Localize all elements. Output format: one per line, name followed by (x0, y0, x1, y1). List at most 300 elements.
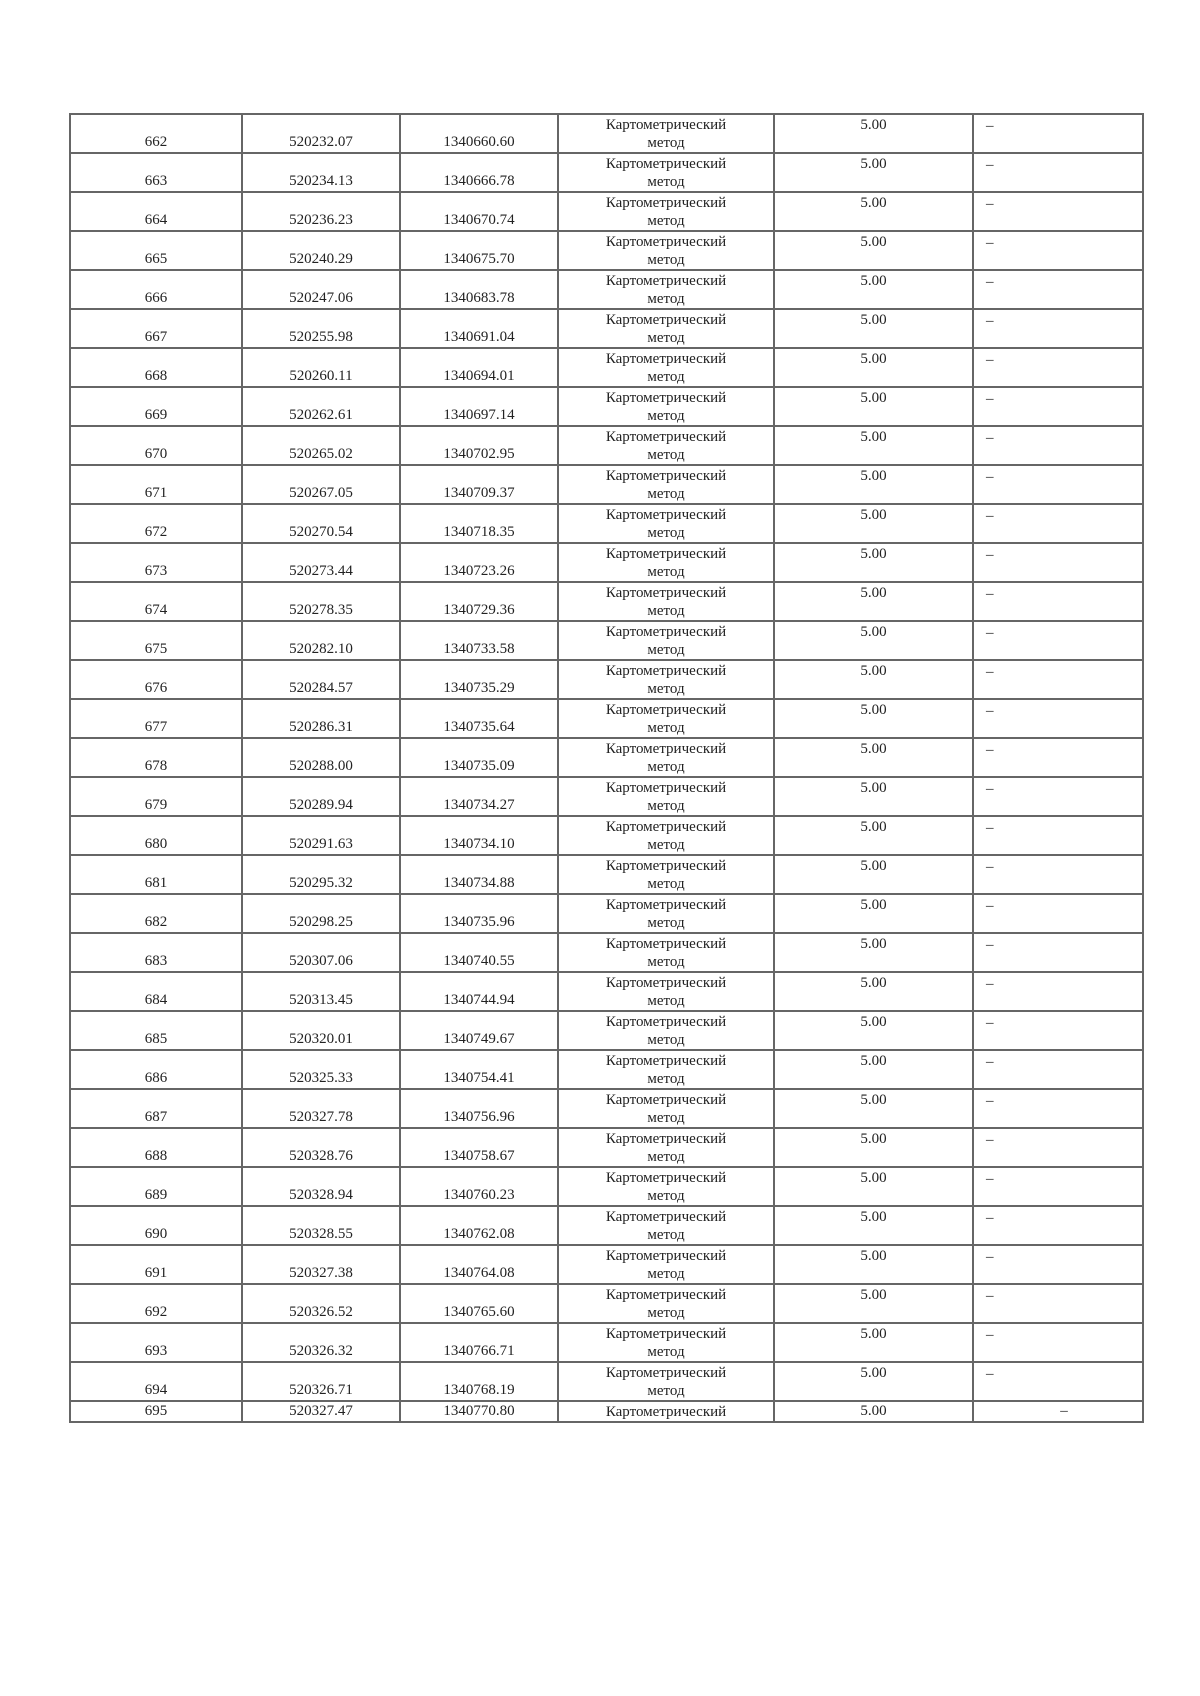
point-number: 693 (70, 1323, 242, 1362)
point-number: 680 (70, 816, 242, 855)
description: – (973, 1323, 1143, 1362)
method (558, 582, 774, 621)
table-row (70, 1050, 1143, 1089)
method (558, 894, 774, 933)
coord-y: 1340766.71 (400, 1323, 558, 1362)
method-line-1: Картометрический (605, 116, 727, 133)
description: – (973, 1167, 1143, 1206)
point-number: 688 (70, 1128, 242, 1167)
method (558, 1128, 774, 1167)
coord-x: 520267.05 (242, 465, 400, 504)
coord-y: 1340735.64 (400, 699, 558, 738)
accuracy: 5.00 (774, 933, 973, 972)
accuracy: 5.00 (774, 660, 973, 699)
point-number: 689 (70, 1167, 242, 1206)
coord-y: 1340749.67 (400, 1011, 558, 1050)
coord-x: 520295.32 (242, 855, 400, 894)
method-line-2: метод (647, 1382, 685, 1399)
accuracy: 5.00 (774, 699, 973, 738)
accuracy: 5.00 (774, 465, 973, 504)
accuracy: 5.00 (774, 426, 973, 465)
method (558, 855, 774, 894)
accuracy: 5.00 (774, 1401, 973, 1422)
description: – (973, 816, 1143, 855)
method-line-2: метод (647, 953, 685, 970)
table-row (70, 309, 1143, 348)
coord-x: 520325.33 (242, 1050, 400, 1089)
method-line-2: метод (647, 485, 685, 502)
method (558, 504, 774, 543)
coord-y: 1340718.35 (400, 504, 558, 543)
method (558, 816, 774, 855)
method-line-1: Картометрический (605, 623, 727, 640)
method-line-2: метод (647, 1148, 685, 1165)
coord-x: 520327.47 (242, 1401, 400, 1422)
method-line-1: Картометрический (605, 1130, 727, 1147)
method-line-1: Картометрический (605, 740, 727, 757)
coord-y: 1340754.41 (400, 1050, 558, 1089)
method-line-1: Картометрический (605, 1013, 727, 1030)
method (558, 777, 774, 816)
accuracy: 5.00 (774, 1011, 973, 1050)
coord-y: 1340660.60 (400, 114, 558, 153)
description: – (973, 582, 1143, 621)
method-line-2: метод (647, 251, 685, 268)
method-line-1: Картометрический (605, 311, 727, 328)
accuracy: 5.00 (774, 270, 973, 309)
method (558, 660, 774, 699)
table-row (70, 231, 1143, 270)
description: – (973, 192, 1143, 231)
table-row (70, 1245, 1143, 1284)
description: – (973, 426, 1143, 465)
method-line-2: метод (647, 1304, 685, 1321)
point-number: 687 (70, 1089, 242, 1128)
coordinates-table-body (70, 114, 1143, 1422)
method-line-1: Картометрический (605, 818, 727, 835)
method (558, 543, 774, 582)
coordinates-table (69, 113, 1144, 1423)
table-row (70, 504, 1143, 543)
table-row (70, 855, 1143, 894)
description: – (973, 1362, 1143, 1401)
method (558, 1362, 774, 1401)
method-line-2: метод (647, 368, 685, 385)
method-line-2: метод (647, 914, 685, 931)
method-line-2: метод (647, 992, 685, 1009)
coord-y: 1340683.78 (400, 270, 558, 309)
point-number: 666 (70, 270, 242, 309)
method-line-2: метод (647, 875, 685, 892)
table-row (70, 153, 1143, 192)
table-row (70, 582, 1143, 621)
point-number: 672 (70, 504, 242, 543)
method-line-2: метод (647, 680, 685, 697)
table-row (70, 738, 1143, 777)
method (558, 621, 774, 660)
method-line-2: метод (647, 1226, 685, 1243)
point-number: 678 (70, 738, 242, 777)
method (558, 465, 774, 504)
table-row (70, 1089, 1143, 1128)
description: – (973, 1401, 1143, 1422)
method (558, 1050, 774, 1089)
method (558, 348, 774, 387)
method-line-1: Картометрический (605, 545, 727, 562)
table-row (70, 1284, 1143, 1323)
table-row (70, 114, 1143, 153)
table-row (70, 465, 1143, 504)
method (558, 309, 774, 348)
method-line-1: Картометрический (605, 389, 727, 406)
method (558, 192, 774, 231)
accuracy: 5.00 (774, 738, 973, 777)
accuracy: 5.00 (774, 777, 973, 816)
description: – (973, 270, 1143, 309)
method-line-1: Картометрический (605, 350, 727, 367)
point-number: 691 (70, 1245, 242, 1284)
table-row (70, 699, 1143, 738)
coord-x: 520327.38 (242, 1245, 400, 1284)
method-line-1: Картометрический (605, 428, 727, 445)
method (558, 387, 774, 426)
method-line-1: Картометрический (605, 1286, 727, 1303)
method-line-1: Картометрический (605, 155, 727, 172)
method-line-1: Картометрический (605, 1325, 727, 1342)
point-number: 670 (70, 426, 242, 465)
method: Картометрический (558, 1401, 774, 1422)
description: – (973, 153, 1143, 192)
description: – (973, 855, 1143, 894)
coord-y: 1340723.26 (400, 543, 558, 582)
method-line-2: метод (647, 1070, 685, 1087)
method-line-1: Картометрический (605, 1247, 727, 1264)
coord-y: 1340760.23 (400, 1167, 558, 1206)
accuracy: 5.00 (774, 582, 973, 621)
coord-x: 520260.11 (242, 348, 400, 387)
point-number: 684 (70, 972, 242, 1011)
method-line-2: метод (647, 758, 685, 775)
method-line-1: Картометрический (605, 272, 727, 289)
description: – (973, 1128, 1143, 1167)
coord-x: 520328.76 (242, 1128, 400, 1167)
coord-x: 520286.31 (242, 699, 400, 738)
table-row (70, 1167, 1143, 1206)
method-line-2: метод (647, 524, 685, 541)
accuracy: 5.00 (774, 387, 973, 426)
point-number: 679 (70, 777, 242, 816)
method-line-1: Картометрический (605, 974, 727, 991)
point-number: 662 (70, 114, 242, 153)
method-line-1: Картометрический (605, 1208, 727, 1225)
coord-y: 1340764.08 (400, 1245, 558, 1284)
table-row (70, 426, 1143, 465)
method-line-2: метод (647, 563, 685, 580)
method-line-2: метод (647, 407, 685, 424)
description: – (973, 699, 1143, 738)
coord-y: 1340765.60 (400, 1284, 558, 1323)
coord-y: 1340762.08 (400, 1206, 558, 1245)
description: – (973, 543, 1143, 582)
table-row (70, 348, 1143, 387)
coord-y: 1340744.94 (400, 972, 558, 1011)
method-line-1: Картометрический (605, 506, 727, 523)
coord-x: 520313.45 (242, 972, 400, 1011)
point-number: 675 (70, 621, 242, 660)
description: – (973, 1011, 1143, 1050)
method-line-1: Картометрический (605, 584, 727, 601)
description: – (973, 504, 1143, 543)
description: – (973, 114, 1143, 153)
method (558, 426, 774, 465)
coord-x: 520262.61 (242, 387, 400, 426)
coord-x: 520278.35 (242, 582, 400, 621)
point-number: 685 (70, 1011, 242, 1050)
method (558, 153, 774, 192)
description: – (973, 348, 1143, 387)
coord-x: 520326.52 (242, 1284, 400, 1323)
coord-x: 520265.02 (242, 426, 400, 465)
accuracy: 5.00 (774, 855, 973, 894)
method (558, 1167, 774, 1206)
method (558, 114, 774, 153)
method-line-1: Картометрический (605, 233, 727, 250)
method-line-2: метод (647, 1109, 685, 1126)
method-line-2: метод (647, 446, 685, 463)
table-row (70, 387, 1143, 426)
coord-y: 1340734.27 (400, 777, 558, 816)
point-number: 669 (70, 387, 242, 426)
method-line-1: Картометрический (605, 1091, 727, 1108)
coord-x: 520273.44 (242, 543, 400, 582)
table-row (70, 972, 1143, 1011)
coord-y: 1340675.70 (400, 231, 558, 270)
coord-y: 1340729.36 (400, 582, 558, 621)
description: – (973, 894, 1143, 933)
point-number: 663 (70, 153, 242, 192)
method-line-2: метод (647, 1343, 685, 1360)
accuracy: 5.00 (774, 153, 973, 192)
accuracy: 5.00 (774, 1284, 973, 1323)
method (558, 1089, 774, 1128)
method-line-1: Картометрический (605, 1169, 727, 1186)
coord-y: 1340734.10 (400, 816, 558, 855)
description: – (973, 1050, 1143, 1089)
coord-x: 520326.32 (242, 1323, 400, 1362)
point-number: 690 (70, 1206, 242, 1245)
description: – (973, 231, 1143, 270)
coord-x: 520291.63 (242, 816, 400, 855)
method (558, 1323, 774, 1362)
coord-x: 520326.71 (242, 1362, 400, 1401)
table-row (70, 777, 1143, 816)
accuracy: 5.00 (774, 114, 973, 153)
point-number: 674 (70, 582, 242, 621)
table-row (70, 621, 1143, 660)
method-line-2: метод (647, 797, 685, 814)
coord-y: 1340756.96 (400, 1089, 558, 1128)
description: – (973, 465, 1143, 504)
table-row (70, 1206, 1143, 1245)
accuracy: 5.00 (774, 1362, 973, 1401)
method-line-2: метод (647, 836, 685, 853)
point-number: 676 (70, 660, 242, 699)
method-line-1: Картометрический (605, 467, 727, 484)
coord-x: 520328.94 (242, 1167, 400, 1206)
method-line-1: Картометрический (605, 896, 727, 913)
table-row (70, 543, 1143, 582)
coord-x: 520328.55 (242, 1206, 400, 1245)
accuracy: 5.00 (774, 1050, 973, 1089)
description: – (973, 1206, 1143, 1245)
method-line-2: метод (647, 1265, 685, 1282)
coord-y: 1340735.29 (400, 660, 558, 699)
point-number: 667 (70, 309, 242, 348)
method-line-1: Картометрический (605, 662, 727, 679)
coord-x: 520320.01 (242, 1011, 400, 1050)
accuracy: 5.00 (774, 543, 973, 582)
coord-x: 520255.98 (242, 309, 400, 348)
method (558, 231, 774, 270)
description: – (973, 738, 1143, 777)
coord-y: 1340733.58 (400, 621, 558, 660)
table-row (70, 894, 1143, 933)
coord-y: 1340702.95 (400, 426, 558, 465)
method (558, 1206, 774, 1245)
method-line-1: Картометрический (605, 701, 727, 718)
coord-y: 1340735.96 (400, 894, 558, 933)
coord-y: 1340666.78 (400, 153, 558, 192)
accuracy: 5.00 (774, 816, 973, 855)
method (558, 972, 774, 1011)
point-number: 686 (70, 1050, 242, 1089)
table-row (70, 1128, 1143, 1167)
coord-x: 520270.54 (242, 504, 400, 543)
coord-y: 1340740.55 (400, 933, 558, 972)
method-line-1: Картометрический (605, 935, 727, 952)
table-row (70, 1362, 1143, 1401)
method (558, 1245, 774, 1284)
point-number: 695 (70, 1401, 242, 1422)
method-line-1: Картометрический (605, 194, 727, 211)
point-number: 682 (70, 894, 242, 933)
point-number: 677 (70, 699, 242, 738)
point-number: 673 (70, 543, 242, 582)
coord-y: 1340770.80 (400, 1401, 558, 1422)
coord-y: 1340697.14 (400, 387, 558, 426)
table-row-last (70, 1401, 1143, 1422)
coord-x: 520289.94 (242, 777, 400, 816)
coord-y: 1340734.88 (400, 855, 558, 894)
method (558, 1011, 774, 1050)
accuracy: 5.00 (774, 1323, 973, 1362)
description: – (973, 660, 1143, 699)
accuracy: 5.00 (774, 621, 973, 660)
point-number: 683 (70, 933, 242, 972)
description: – (973, 777, 1143, 816)
coord-x: 520284.57 (242, 660, 400, 699)
description: – (973, 309, 1143, 348)
coord-y: 1340758.67 (400, 1128, 558, 1167)
method-line-2: метод (647, 1031, 685, 1048)
accuracy: 5.00 (774, 972, 973, 1011)
coord-x: 520307.06 (242, 933, 400, 972)
accuracy: 5.00 (774, 348, 973, 387)
point-number: 671 (70, 465, 242, 504)
description: – (973, 621, 1143, 660)
coord-x: 520298.25 (242, 894, 400, 933)
method-line-2: метод (647, 719, 685, 736)
point-number: 664 (70, 192, 242, 231)
method-line-2: метод (647, 329, 685, 346)
description: – (973, 1089, 1143, 1128)
accuracy: 5.00 (774, 894, 973, 933)
coord-x: 520232.07 (242, 114, 400, 153)
accuracy: 5.00 (774, 231, 973, 270)
table-row (70, 660, 1143, 699)
coord-y: 1340694.01 (400, 348, 558, 387)
point-number: 665 (70, 231, 242, 270)
method-line-1: Картометрический (605, 779, 727, 796)
accuracy: 5.00 (774, 192, 973, 231)
coord-x: 520282.10 (242, 621, 400, 660)
point-number: 692 (70, 1284, 242, 1323)
accuracy: 5.00 (774, 1089, 973, 1128)
table-row (70, 933, 1143, 972)
method-line-2: метод (647, 212, 685, 229)
method-line-1: Картометрический (605, 1364, 727, 1381)
method-line-2: метод (647, 173, 685, 190)
coord-y: 1340709.37 (400, 465, 558, 504)
point-number: 694 (70, 1362, 242, 1401)
accuracy: 5.00 (774, 1245, 973, 1284)
coord-y: 1340768.19 (400, 1362, 558, 1401)
description: – (973, 933, 1143, 972)
method-line-2: метод (647, 641, 685, 658)
point-number: 668 (70, 348, 242, 387)
description: – (973, 972, 1143, 1011)
method-line-1: Картометрический (605, 1052, 727, 1069)
method (558, 1284, 774, 1323)
method-line-2: метод (647, 602, 685, 619)
coord-y: 1340670.74 (400, 192, 558, 231)
accuracy: 5.00 (774, 1128, 973, 1167)
coord-y: 1340691.04 (400, 309, 558, 348)
table-row (70, 270, 1143, 309)
method-line-2: метод (647, 134, 685, 151)
accuracy: 5.00 (774, 1167, 973, 1206)
table-row (70, 1323, 1143, 1362)
coord-x: 520236.23 (242, 192, 400, 231)
method (558, 738, 774, 777)
accuracy: 5.00 (774, 309, 973, 348)
point-number: 681 (70, 855, 242, 894)
method (558, 933, 774, 972)
coord-x: 520234.13 (242, 153, 400, 192)
coord-x: 520240.29 (242, 231, 400, 270)
description: – (973, 387, 1143, 426)
method (558, 270, 774, 309)
coord-y: 1340735.09 (400, 738, 558, 777)
description: – (973, 1245, 1143, 1284)
method-line-2: метод (647, 1187, 685, 1204)
description: – (973, 1284, 1143, 1323)
table-row (70, 192, 1143, 231)
table-row (70, 816, 1143, 855)
method (558, 699, 774, 738)
method-line-2: метод (647, 290, 685, 307)
coord-x: 520247.06 (242, 270, 400, 309)
